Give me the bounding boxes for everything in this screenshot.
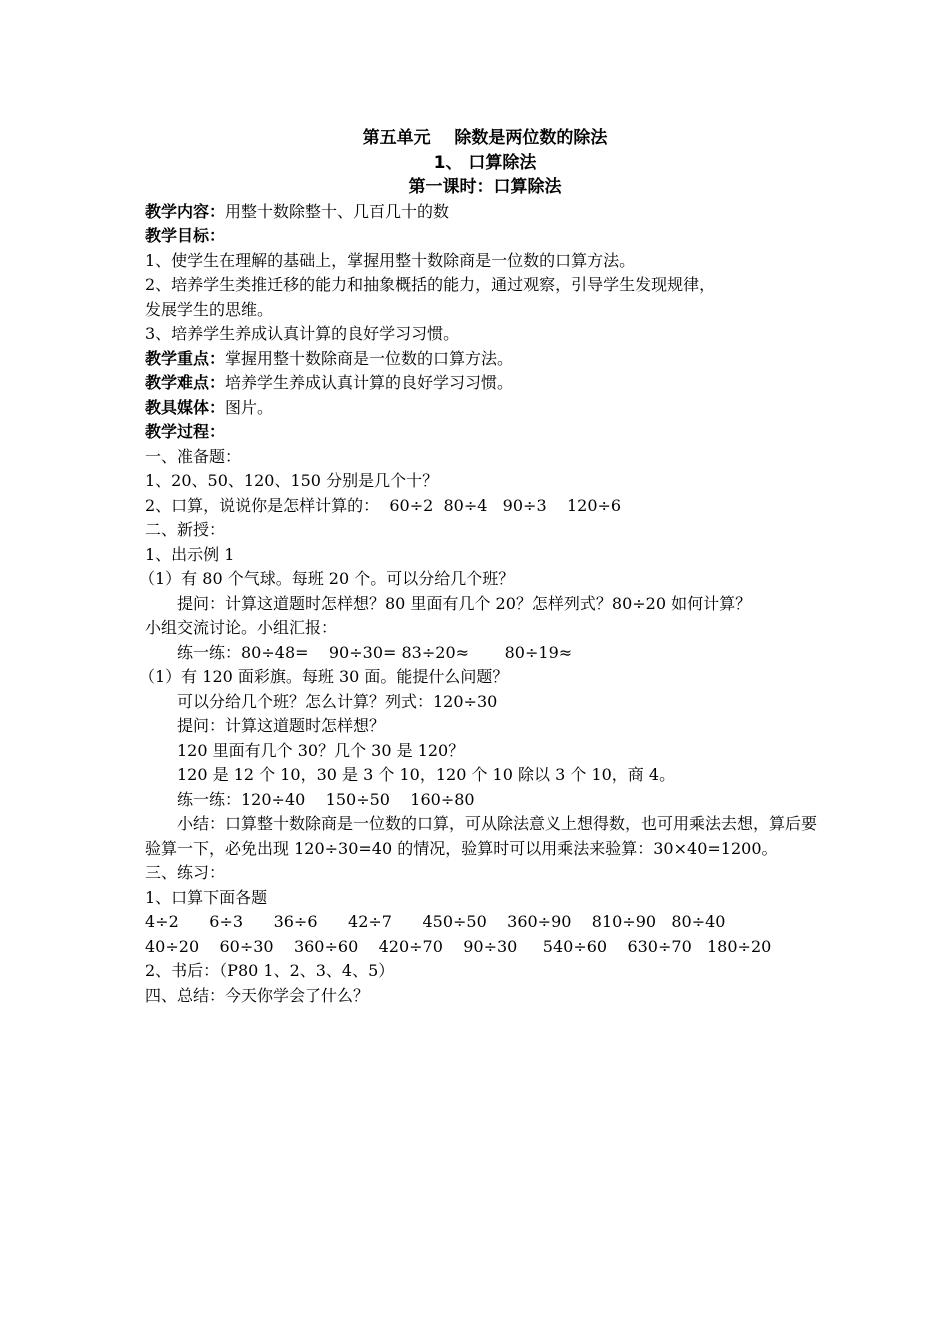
lesson-summary: 小结：口算整十数除商是一位数的口算，可从除法意义上想得数，也可用乘法去想，算后要验算一下，必免出现 120÷30=40 的情况，验算时可以用乘法来验算：30×40=1200。 <box>145 814 818 858</box>
summary-heading: 四、总结：今天你学会了什么？ <box>145 985 370 1005</box>
teaching-difficulty <box>145 371 825 396</box>
unit-title: 第五单元 除数是两位数的除法 <box>362 128 608 148</box>
media-text: 图片。 <box>225 397 274 417</box>
practice-2: 练一练：120÷40 150÷50 160÷80 <box>177 789 475 809</box>
prep-question-2: 2、口算，说说你是怎样计算的： 60÷2 80÷4 90÷3 120÷6 <box>145 495 622 515</box>
problem-2: （1）有 120 面彩旗。每班 30 面。能提什么问题？ <box>139 667 509 686</box>
exercise-item-1: 1、口算下面各题 <box>145 887 268 907</box>
goal-3: 3、培养学生养成认真计算的良好学习习惯。 <box>145 324 460 343</box>
practice-1: 练一练：80÷48= 90÷30= 83÷20≈ 80÷19≈ <box>177 642 573 662</box>
goal-2-line-2: 发展学生的思维。 <box>145 299 274 319</box>
teaching-key-point <box>145 347 825 372</box>
difficulty-text: 培养学生养成认真计算的良好学习习惯。 <box>225 373 514 392</box>
goal-1: 1、使学生在理解的基础上，掌握用整十数除商是一位数的口算方法。 <box>145 250 636 270</box>
difficulty-label: 教学难点： <box>145 373 226 392</box>
group-discussion: 小组交流讨论。小组汇报： <box>145 618 338 637</box>
key-point-text: 掌握用整十数除商是一位数的口算方法。 <box>225 348 514 368</box>
lesson-title: 第一课时：口算除法 <box>408 177 562 197</box>
question-prompt-1: 提问：计算这道题时怎样想？80 里面有几个 20？怎样列式？80÷20 如何计算？ <box>177 593 752 613</box>
exercise-heading: 三、练习： <box>145 863 226 882</box>
goal-2-line-1: 2、培养学生类推迁移的能力和抽象概括的能力，通过观察，引导学生发现规律， <box>145 275 716 294</box>
exercise-item-2: 2、书后：（P80 1、2、3、4、5） <box>145 961 395 980</box>
problem-2-line-1: 可以分给几个班？怎么计算？列式：120÷30 <box>177 691 498 711</box>
exercise-row-2: 40÷20 60÷30 360÷60 420÷70 90÷30 540÷60 630÷70 180÷20 <box>145 936 772 956</box>
problem-2-line-3: 120 里面有几个 30？几个 30 是 120？ <box>177 740 465 760</box>
problem-1: （1）有 80 个气球。每班 20 个。可以分给几个班？ <box>139 569 515 588</box>
teaching-process-label: 教学过程： <box>145 422 226 441</box>
prep-question-1: 1、20、50、120、150 分别是几个十？ <box>145 471 439 490</box>
example-1: 1、出示例 1 <box>145 544 235 564</box>
exercise-row-1: 4÷2 6÷3 36÷6 42÷7 450÷50 360÷90 810÷90 80÷40 <box>145 912 726 931</box>
teaching-content <box>145 200 825 225</box>
section-title: 1、 口算除法 <box>433 152 537 173</box>
teaching-content-text: 用整十数除整十、几百几十的数 <box>225 201 450 221</box>
media-label: 教具媒体： <box>145 397 226 417</box>
key-point-label: 教学重点： <box>145 348 226 368</box>
teaching-content-label: 教学内容： <box>145 201 226 221</box>
teaching-media <box>145 396 825 421</box>
problem-2-line-2: 提问：计算这道题时怎样想？ <box>177 716 386 735</box>
document-page <box>139 126 825 1008</box>
new-lesson-heading: 二、新授： <box>145 520 226 539</box>
prep-heading: 一、准备题： <box>145 446 242 466</box>
problem-2-line-4: 120 是 12 个 10，30 是 3 个 10，120 个 10 除以 3 个 10，商 4。 <box>177 765 676 784</box>
teaching-goals-label: 教学目标： <box>145 226 226 245</box>
